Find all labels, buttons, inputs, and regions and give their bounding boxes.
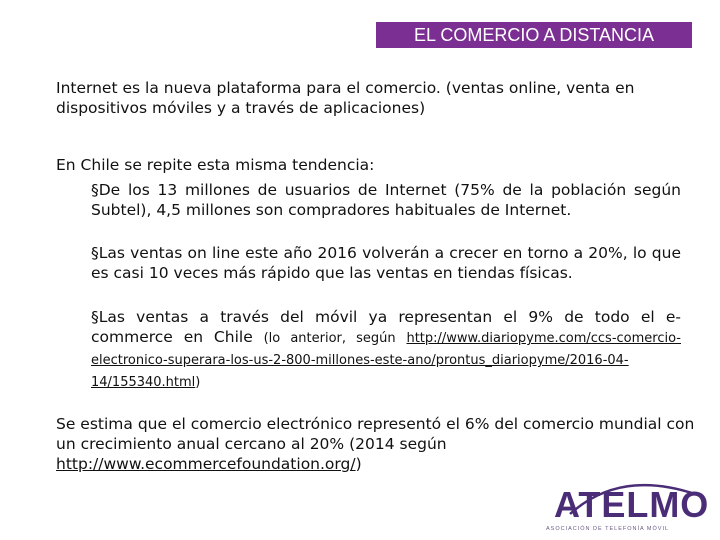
global-suffix: ) [355,455,362,473]
logo-name: ATELMO [554,484,710,525]
header-bar [376,22,692,48]
global-paragraph [56,414,696,474]
bullet-mobile-text: §Las ventas a través del móvil ya representan el 9% de todo el e-commerce en Chile [91,308,681,346]
global-text: Se estima que el comercio electrónico representó el 6% del comercio mundial con un crecimiento anual cercano al 20% (2014 según [56,415,695,453]
chile-paragraph: En Chile se repite esta misma tendencia: [56,156,375,174]
bullet-sales-growth: §Las ventas on line este año 2016 volverán a crecer en torno a 20%, lo que es casi 10 veces más rápido que las ventas en tiendas físicas. [91,244,681,282]
bullet-users: §De los 13 millones de usuarios de Internet (75% de la población según Subtel), 4,5 millones son compradores habituales de Internet. [91,181,681,219]
source-link-diariopyme[interactable]: http://www.diariopyme.com/ccs-comercio-electronico-superara-los-us-2-800-millones-este-ano/prontus_diariopyme/2016-04-14/155340.html [91,331,681,390]
page-title: EL COMERCIO A DISTANCIA [413,25,655,45]
source-note-prefix: (lo anterior, según [263,331,396,346]
atelmo-logo [540,474,710,534]
intro-paragraph: Internet es la nueva plataforma para el comercio. (ventas online, venta en dispositivos móviles y a través de aplicaciones) [56,79,635,117]
source-link-ecommercefoundation[interactable]: http://www.ecommercefoundation.org/ [56,455,356,473]
logo-tagline: ASOCIACIÓN DE TELEFONÍA MÓVIL [546,526,670,532]
source-note-suffix: ) [195,375,201,390]
bullet-mobile-sales [91,307,681,393]
